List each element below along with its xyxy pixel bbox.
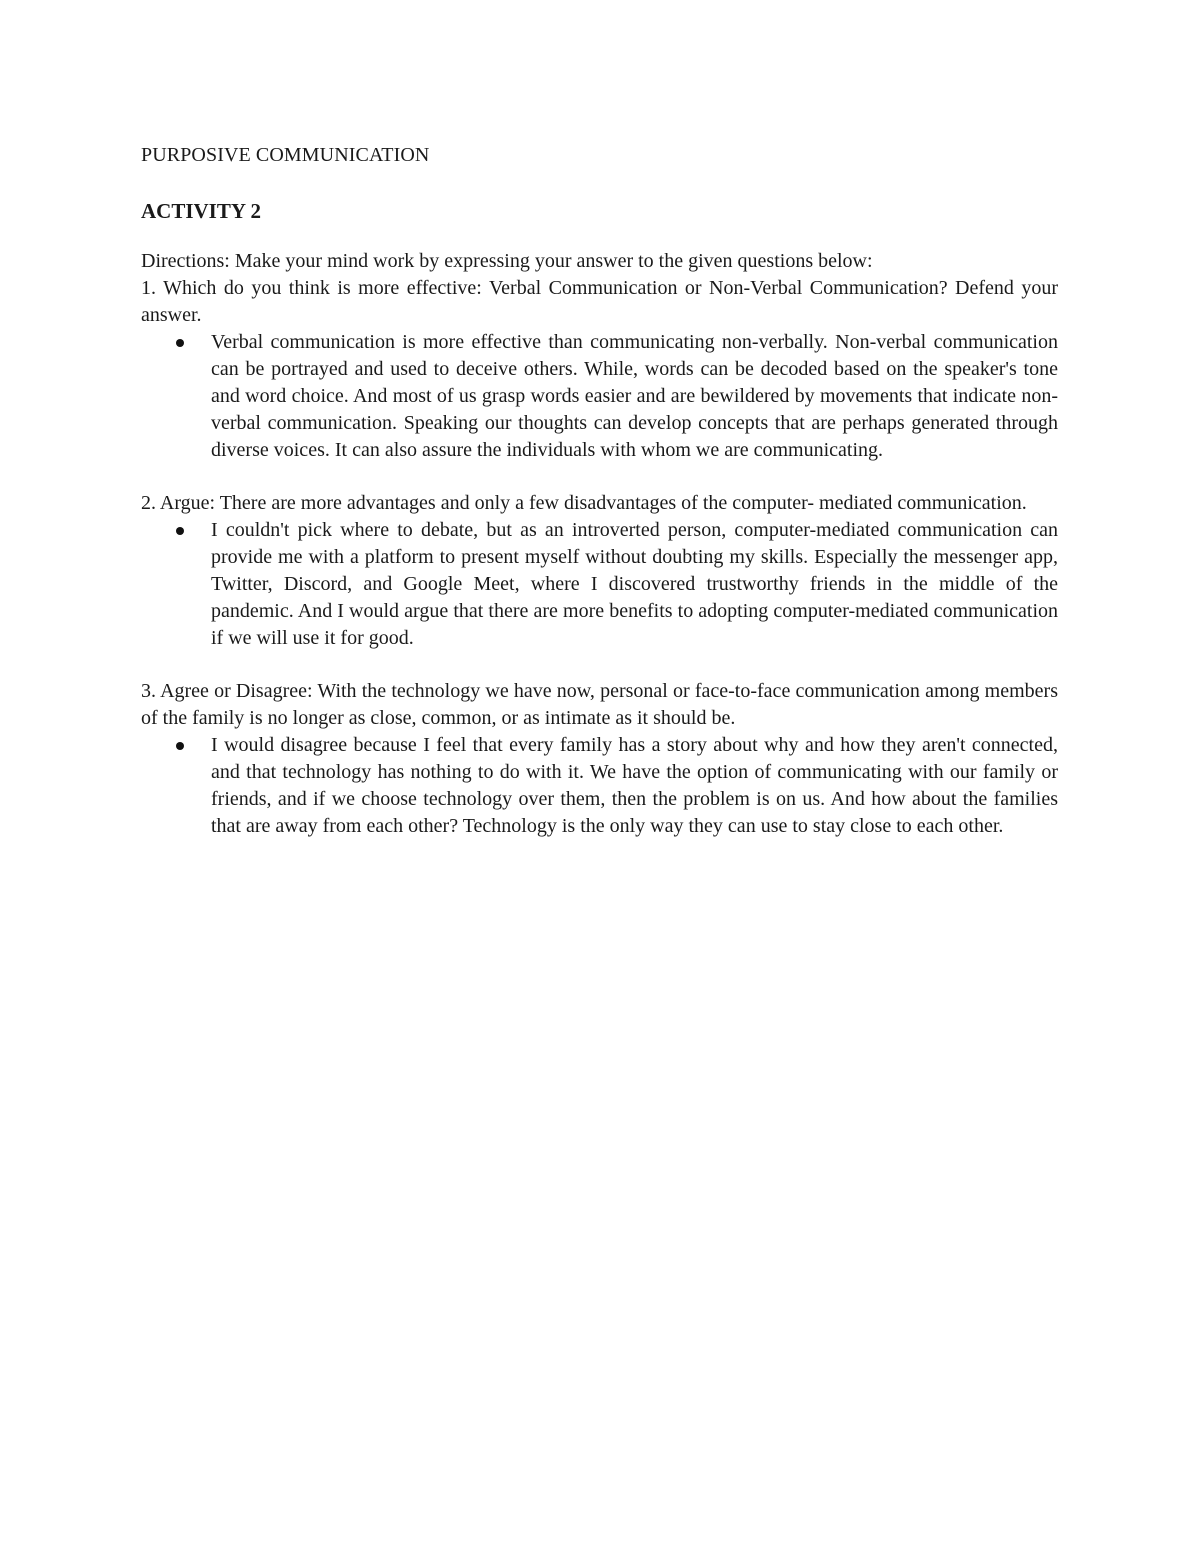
activity-title: ACTIVITY 2 bbox=[141, 199, 261, 223]
answer-list-1 bbox=[141, 329, 1058, 464]
directions-text: Directions: Make your mind work by expressing your answer to the given questions below: bbox=[141, 250, 873, 272]
question-2-prompt: 2. Argue: There are more advantages and only a few disadvantages of the computer- mediated communication. bbox=[141, 492, 1027, 514]
question-block-1 bbox=[141, 248, 1058, 464]
document-page bbox=[141, 140, 1058, 866]
answer-1-text: Verbal communication is more effective than communicating non-verbally. Non-verbal communication can be portrayed and used to deceive others. While, words can be decoded based on the speaker's tone and word choice. And most of us grasp words easier and are bewildered by movements that indicate non-verbal communication. Speaking our thoughts can develop concepts that are perhaps generated through diverse voices. It can also assure the individuals with whom we are communicating. bbox=[211, 331, 1058, 461]
answer-list-2 bbox=[141, 517, 1058, 652]
course-title: PURPOSIVE COMMUNICATION bbox=[141, 144, 430, 166]
question-block-3 bbox=[141, 678, 1058, 840]
answer-1 bbox=[141, 329, 1058, 464]
answer-2 bbox=[141, 517, 1058, 652]
question-block-2 bbox=[141, 490, 1058, 652]
bullet-icon bbox=[176, 742, 184, 750]
bullet-icon bbox=[176, 527, 184, 535]
question-3-prompt: 3. Agree or Disagree: With the technology we have now, personal or face-to-face communication among members of the family is no longer as close, common, or as intimate as it should be. bbox=[141, 680, 1058, 729]
answer-3-text: I would disagree because I feel that every family has a story about why and how they aren't connected, and that technology has nothing to do with it. We have the option of communicating with our family or friends, and if we choose technology over them, then the problem is on us. And how about the families that are away from each other? Technology is the only way they can use to stay close to each other. bbox=[211, 734, 1058, 837]
answer-list-3 bbox=[141, 732, 1058, 840]
answer-2-text: I couldn't pick where to debate, but as an introverted person, computer-mediated communication can provide me with a platform to present myself without doubting my skills. Especially the messenger app, Twitter, Discord, and Google Meet, where I discovered trustworthy friends in the middle of the pandemic. And I would argue that there are more benefits to adopting computer-mediated communication if we will use it for good. bbox=[211, 519, 1058, 649]
bullet-icon bbox=[176, 339, 184, 347]
question-1-prompt: 1. Which do you think is more effective: Verbal Communication or Non-Verbal Communication? Defend your answer. bbox=[141, 277, 1058, 326]
answer-3 bbox=[141, 732, 1058, 840]
